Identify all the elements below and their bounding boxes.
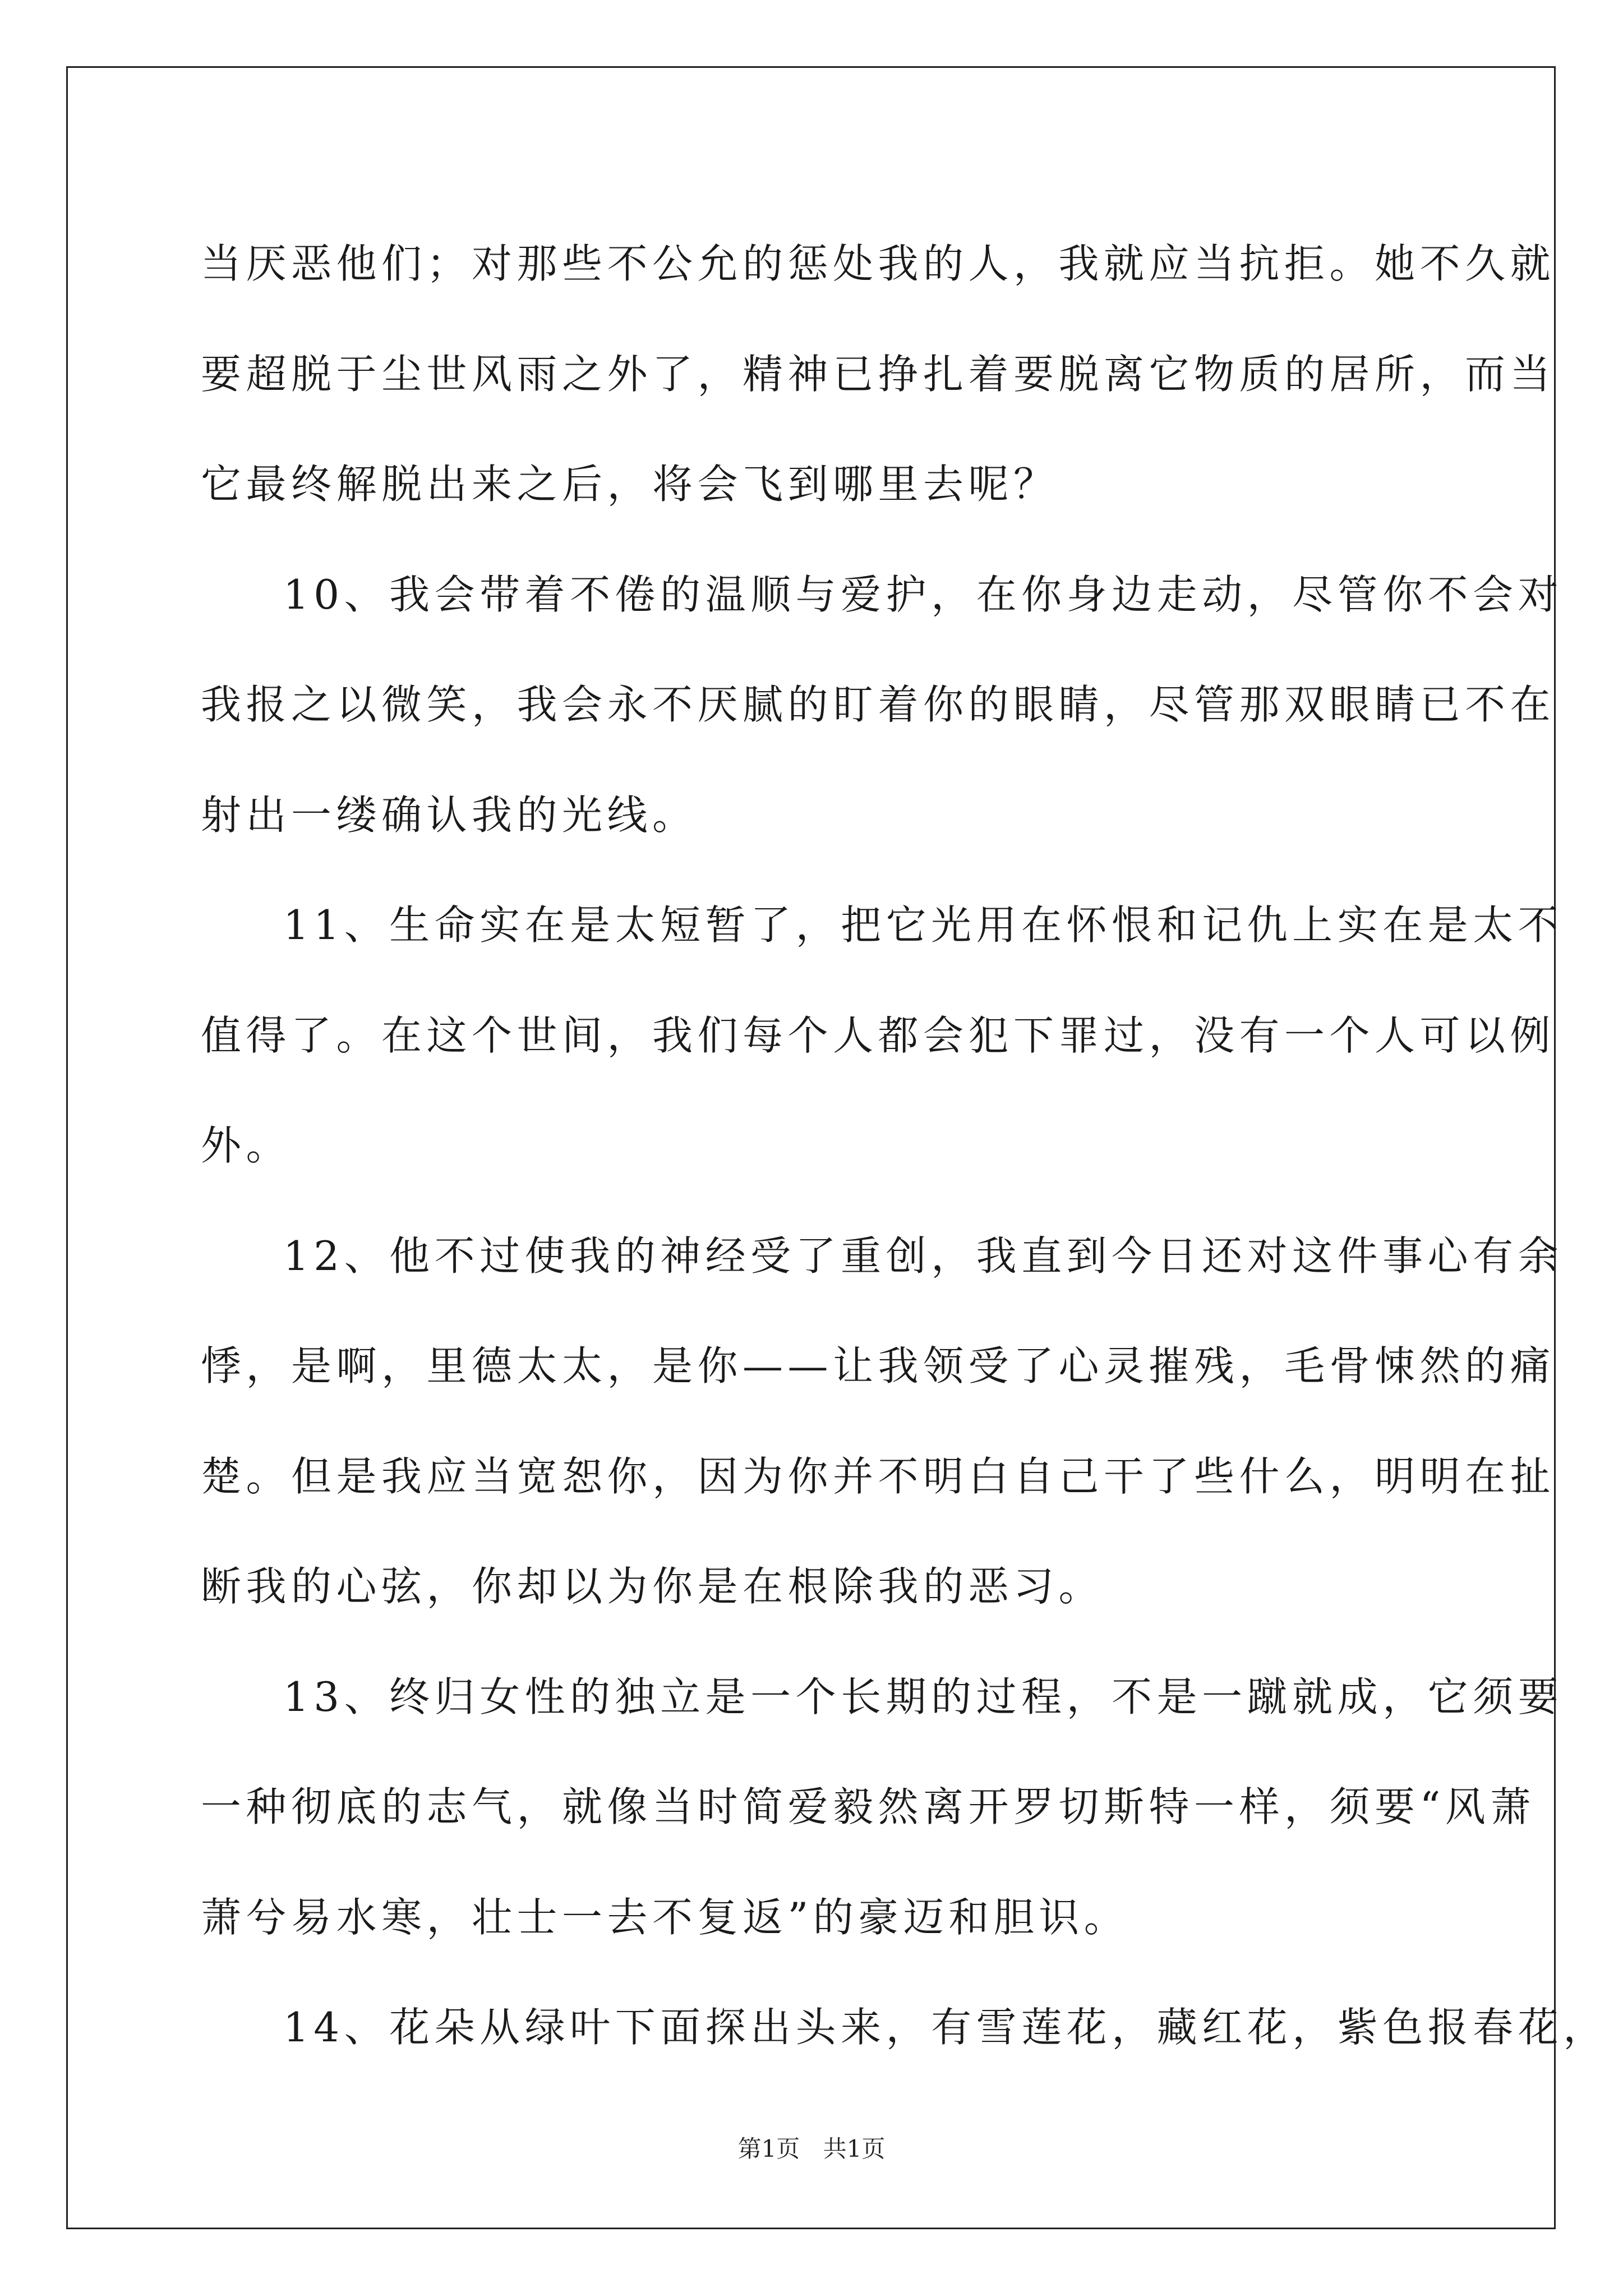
text-line: 悸，是啊，里德太太，是你——让我领受了心灵摧残，毛骨悚然的痛 (201, 1342, 1556, 1389)
text-line: 14、花朵从绿叶下面探出头来，有雪莲花，藏红花，紫色报春花， (283, 2004, 1608, 2051)
paragraph (201, 870, 1564, 1201)
text-line: 12、他不过使我的神经受了重创，我直到今日还对这件事心有余 (283, 1232, 1564, 1280)
paragraph (201, 1642, 1564, 1973)
paragraph (201, 1972, 1608, 2083)
paragraph (201, 209, 1556, 540)
paragraph (201, 1201, 1564, 1642)
document-body (201, 209, 1608, 2083)
text-line: 13、终归女性的独立是一个长期的过程，不是一蹴就成，它须要 (283, 1673, 1564, 1720)
text-line: 10、我会带着不倦的温顺与爱护，在你身边走动，尽管你不会对 (283, 570, 1564, 618)
text-line: 萧兮易水寒，壮士一去不复返”的豪迈和胆识。 (201, 1893, 1129, 1941)
text-line: 一种彻底的志气，就像当时简爱毅然离开罗切斯特一样，须要“风萧 (201, 1783, 1536, 1830)
page-total: 共1页 (823, 2135, 886, 2162)
text-line: 断我的心弦，你却以为你是在根除我的恶习。 (201, 1563, 1104, 1610)
text-line: 我报之以微笑，我会永不厌腻的盯着你的眼睛，尽管那双眼睛已不在 (201, 681, 1556, 728)
text-line: 当厌恶他们；对那些不公允的惩处我的人，我就应当抗拒。她不久就 (201, 240, 1556, 287)
page-number: 第1页 (737, 2135, 800, 2162)
page-footer (0, 2135, 1623, 2163)
text-line: 楚。但是我应当宽恕你，因为你并不明白自己干了些什么，明明在扯 (201, 1452, 1556, 1500)
text-line: 要超脱于尘世风雨之外了，精神已挣扎着要脱离它物质的居所，而当 (201, 350, 1556, 398)
text-line: 它最终解脱出来之后，将会飞到哪里去呢？ (201, 461, 1059, 508)
text-line: 外。 (201, 1122, 292, 1169)
text-line: 射出一缕确认我的光线。 (201, 791, 698, 839)
text-line: 11、生命实在是太短暂了，把它光用在怀恨和记仇上实在是太不 (283, 901, 1564, 949)
paragraph (201, 540, 1564, 871)
text-line: 值得了。在这个世间，我们每个人都会犯下罪过，没有一个人可以例 (201, 1011, 1556, 1059)
